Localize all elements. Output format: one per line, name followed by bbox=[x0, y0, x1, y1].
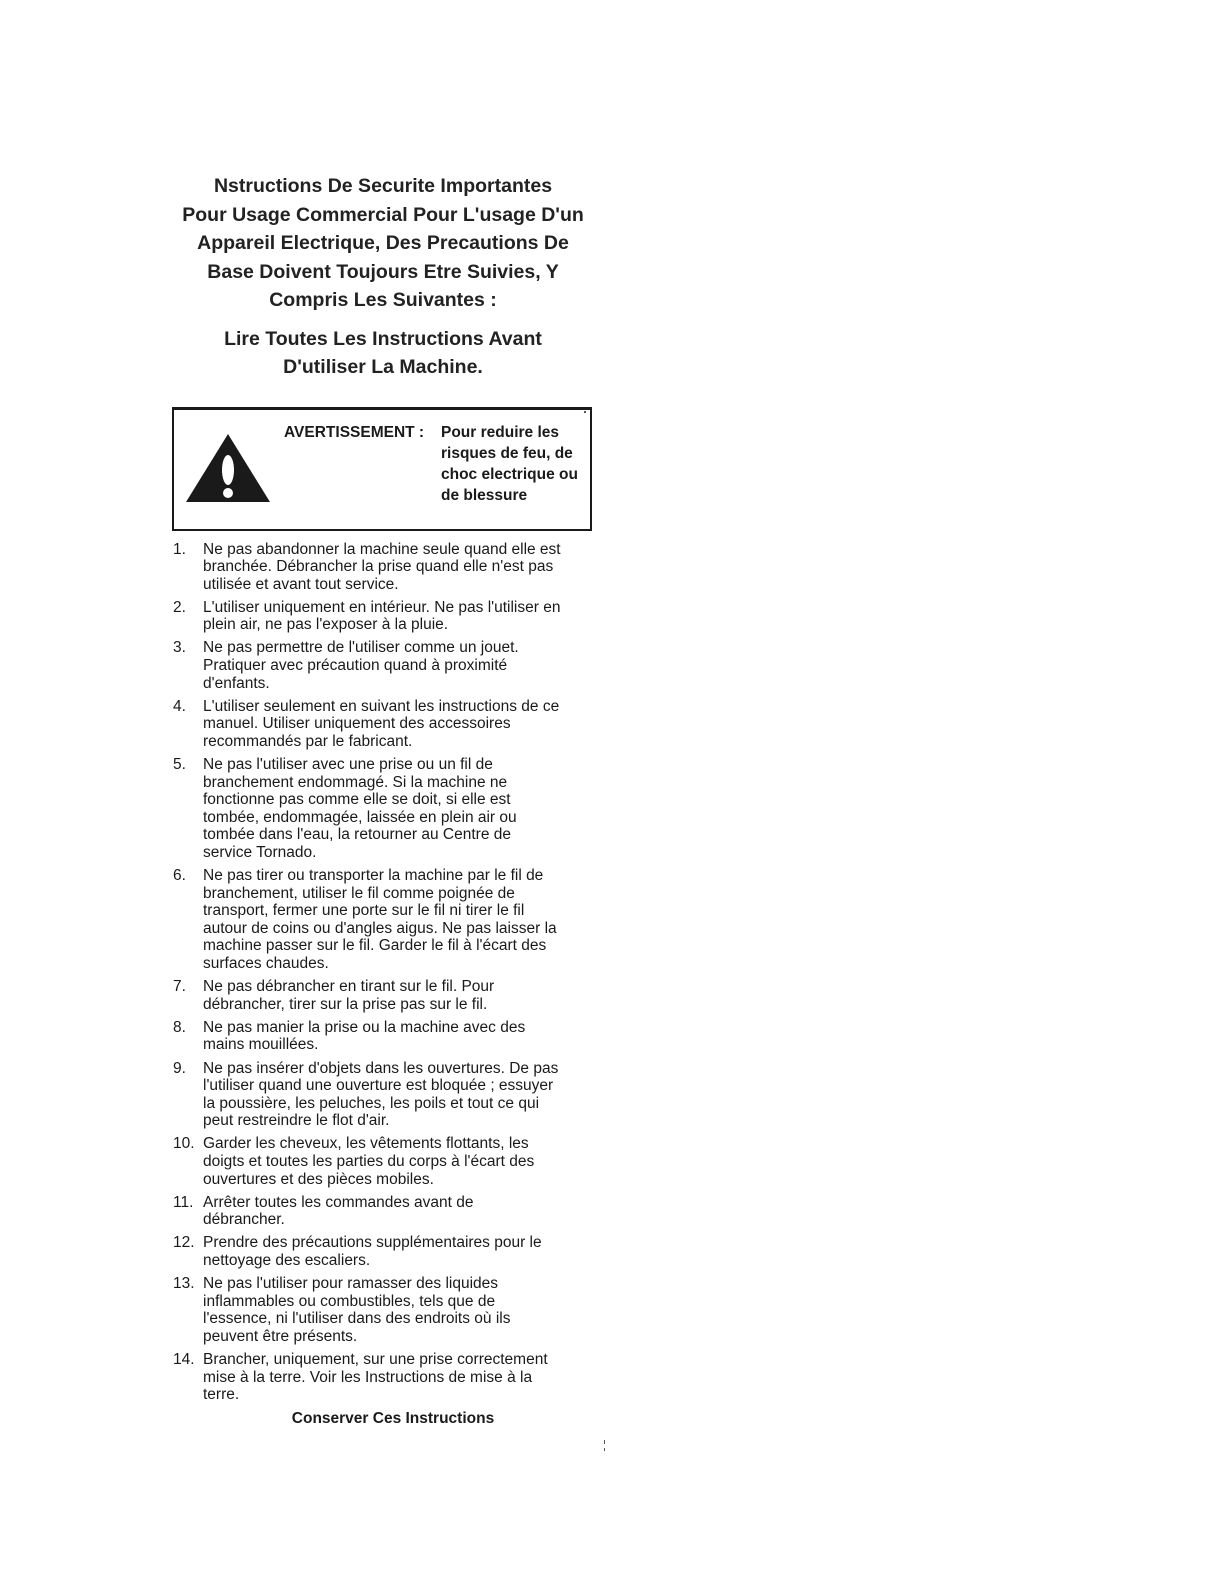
rule-text-line: branchement, utiliser le fil comme poignée de bbox=[203, 884, 515, 902]
safety-rule bbox=[160, 1351, 606, 1404]
rule-text-line: terre. bbox=[203, 1386, 240, 1404]
safety-instructions-page bbox=[160, 172, 606, 1429]
rule-text-line: mains mouillées. bbox=[203, 1036, 319, 1054]
safety-rule bbox=[160, 1060, 606, 1130]
safety-rule bbox=[160, 541, 606, 594]
rule-number: 10. bbox=[173, 1135, 195, 1153]
rule-text-line: Ne pas l'utiliser avec une prise ou un fil de bbox=[203, 756, 493, 774]
rule-number: 13. bbox=[173, 1275, 195, 1293]
rule-text-line: Prendre des précautions supplémentaires pour le bbox=[203, 1234, 542, 1252]
scan-speck bbox=[584, 411, 586, 413]
warning-text bbox=[441, 422, 593, 506]
rule-text-line: branchement endommagé. Si la machine ne bbox=[203, 773, 508, 791]
warning-text-line: choc electrique ou bbox=[441, 465, 578, 483]
rule-number: 1. bbox=[173, 540, 186, 558]
safety-rule bbox=[160, 1135, 606, 1188]
rule-number: 5. bbox=[173, 756, 186, 774]
heading-line: Nstructions De Securite Importantes bbox=[213, 175, 553, 197]
rule-text-line: Ne pas manier la prise ou la machine avec des bbox=[203, 1018, 526, 1036]
safety-rule bbox=[160, 1194, 606, 1229]
warning-box bbox=[172, 407, 592, 531]
warning-text-line: risques de feu, de bbox=[441, 444, 573, 462]
rule-text-line: branchée. Débrancher la prise quand elle n'est pas bbox=[203, 558, 554, 576]
rule-text-line: surfaces chaudes. bbox=[203, 955, 329, 973]
rule-number: 9. bbox=[173, 1059, 186, 1077]
scan-speck bbox=[604, 1440, 605, 1444]
rule-text-line: doigts et toutes les parties du corps à l'écart des bbox=[203, 1153, 535, 1170]
rule-text-line: machine passer sur le fil. Garder le fil à l'écart des bbox=[203, 937, 547, 955]
rule-text-line: Brancher, uniquement, sur une prise correctement bbox=[203, 1350, 548, 1368]
rule-text-line: Ne pas tirer ou transporter la machine par le fil de bbox=[203, 867, 544, 885]
rule-text-line: fonctionne pas comme elle se doit, si elle est bbox=[203, 791, 511, 809]
main-heading bbox=[160, 172, 606, 315]
heading-line: Pour Usage Commercial Pour L'usage D'un bbox=[182, 203, 584, 226]
rule-number: 7. bbox=[173, 978, 186, 996]
rule-text-line: l'utiliser quand une ouverture est bloquée ; essuyer bbox=[203, 1077, 554, 1095]
rule-text-line: Pratiquer avec précaution quand à proximité bbox=[203, 657, 508, 675]
rule-text-line: tombée, endommagée, laissée en plein air ou bbox=[203, 808, 517, 826]
subheading-line: Lire Toutes Les Instructions Avant bbox=[224, 327, 542, 350]
safety-rule bbox=[160, 756, 606, 862]
rule-text-line: L'utiliser seulement en suivant les instructions de ce bbox=[203, 697, 560, 715]
rule-number: 14. bbox=[173, 1350, 195, 1368]
rule-text-line: autour de coins ou d'angles aigus. Ne pas laisser la bbox=[203, 919, 557, 937]
safety-rule bbox=[160, 599, 606, 634]
warning-label: AVERTISSEMENT : bbox=[284, 423, 425, 441]
rule-text-line: Ne pas abandonner la machine seule quand elle est bbox=[203, 540, 561, 558]
rule-text-line: L'utiliser uniquement en intérieur. Ne pas l'utiliser en bbox=[203, 598, 561, 616]
rule-text-line: peut restreindre le flot d'air. bbox=[203, 1112, 390, 1130]
rule-text-line: nettoyage des escaliers. bbox=[203, 1251, 371, 1269]
rule-number: 11. bbox=[173, 1193, 194, 1211]
safety-rule bbox=[160, 1275, 606, 1345]
rule-text-line: d'enfants. bbox=[203, 674, 270, 692]
heading-line: Appareil Electrique, Des Precautions De bbox=[197, 232, 569, 254]
rule-text-line: Arrêter toutes les commandes avant de bbox=[203, 1193, 474, 1211]
rule-number: 12. bbox=[173, 1234, 195, 1252]
rule-text-line: utilisée et avant tout service. bbox=[203, 575, 399, 593]
warning-text-line: Pour reduire les bbox=[441, 423, 560, 441]
rule-number: 3. bbox=[173, 639, 186, 657]
rule-text-line: peuvent être présents. bbox=[203, 1327, 358, 1345]
rule-text-line: tombée dans l'eau, la retourner au Centre de bbox=[203, 826, 511, 844]
safety-rule bbox=[160, 1019, 606, 1054]
rule-text-line: Ne pas l'utiliser pour ramasser des liquides bbox=[203, 1275, 499, 1293]
subheading-line: D'utiliser La Machine. bbox=[283, 355, 483, 378]
safety-rule bbox=[160, 639, 606, 692]
rule-text-line: Ne pas insérer d'objets dans les ouvertures. De pas bbox=[203, 1059, 559, 1077]
safety-rule bbox=[160, 978, 606, 1013]
safety-rule bbox=[160, 1234, 606, 1269]
rule-text-line: la poussière, les peluches, les poils et tout ce qui bbox=[203, 1094, 540, 1112]
warning-triangle-icon bbox=[184, 432, 272, 504]
safety-rules-list bbox=[160, 541, 606, 1404]
read-instructions-heading bbox=[160, 325, 606, 381]
rule-text-line: débrancher. bbox=[203, 1211, 285, 1229]
rule-text-line: l'essence, ni l'utiliser dans des endroits où ils bbox=[203, 1310, 511, 1328]
warning-text-line: de blessure bbox=[441, 486, 528, 504]
rule-text-line: Ne pas débrancher en tirant sur le fil. Pour bbox=[203, 978, 495, 996]
rule-text-line: service Tornado. bbox=[203, 844, 317, 861]
rule-number: 2. bbox=[173, 598, 186, 616]
heading-line: Compris Les Suivantes : bbox=[269, 289, 497, 311]
rule-text-line: manuel. Utiliser uniquement des accessoires bbox=[203, 715, 511, 733]
rule-text-line: débrancher, tirer sur la prise pas sur le fil. bbox=[203, 995, 488, 1013]
rule-text-line: inflammables ou combustibles, tels que de bbox=[203, 1292, 496, 1310]
rule-number: 6. bbox=[173, 867, 186, 885]
rule-text-line: mise à la terre. Voir les Instructions de mise à la bbox=[203, 1368, 533, 1386]
closing-note: Conserver Ces Instructions bbox=[291, 1410, 495, 1428]
rule-number: 8. bbox=[173, 1018, 186, 1036]
rule-text-line: plein air, ne pas l'exposer à la pluie. bbox=[203, 616, 449, 634]
heading-line: Base Doivent Toujours Etre Suivies, Y bbox=[207, 260, 559, 283]
rule-number: 4. bbox=[173, 697, 186, 715]
safety-rule bbox=[160, 867, 606, 973]
rule-text-line: Garder les cheveux, les vêtements flottants, les bbox=[203, 1135, 529, 1153]
safety-rule bbox=[160, 698, 606, 751]
rule-text-line: Ne pas permettre de l'utiliser comme un jouet. bbox=[203, 639, 519, 657]
rule-text-line: ouvertures et des pièces mobiles. bbox=[203, 1170, 434, 1188]
scan-speck bbox=[604, 1448, 605, 1451]
rule-text-line: recommandés par le fabricant. bbox=[203, 732, 413, 750]
rule-text-line: transport, fermer une porte sur le fil ni tirer le fil bbox=[203, 902, 525, 920]
